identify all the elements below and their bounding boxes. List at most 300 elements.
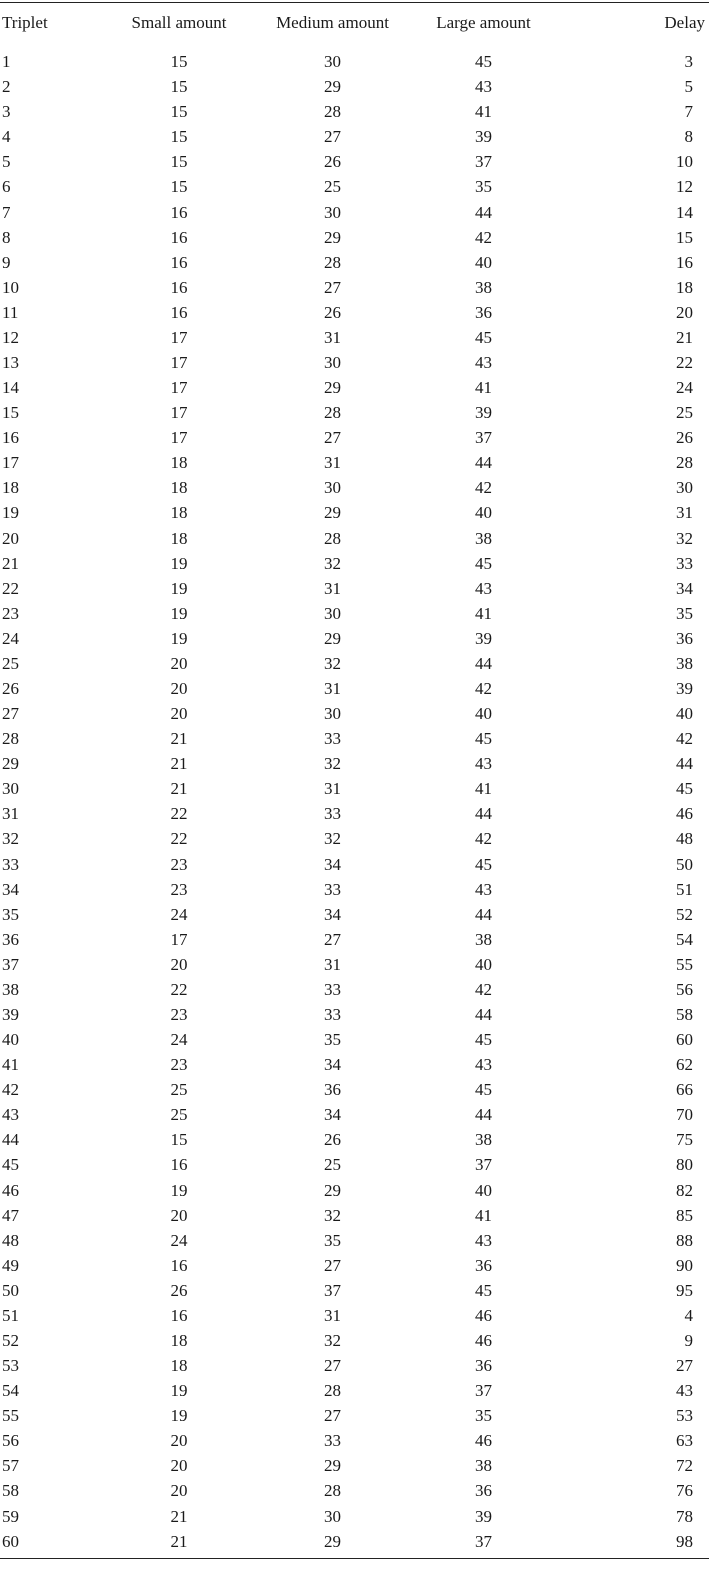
cell-triplet: 1 (2, 52, 11, 72)
table-row (0, 475, 709, 500)
cell-medium-amount: 33 (324, 804, 341, 824)
cell-large-amount: 41 (475, 102, 492, 122)
cell-triplet: 10 (2, 277, 19, 297)
cell-medium-amount: 29 (324, 77, 341, 97)
table-row (0, 877, 709, 902)
cell-triplet: 23 (2, 603, 19, 623)
cell-large-amount: 44 (475, 453, 492, 473)
cell-triplet: 19 (2, 503, 19, 523)
cell-triplet: 6 (2, 177, 11, 197)
table-row (0, 325, 709, 350)
cell-medium-amount: 29 (324, 628, 341, 648)
cell-triplet: 12 (2, 327, 19, 347)
cell-delay: 56 (676, 979, 693, 999)
cell-medium-amount: 32 (324, 1331, 341, 1351)
cell-delay: 48 (676, 829, 693, 849)
table-row (0, 1353, 709, 1378)
cell-large-amount: 43 (475, 879, 492, 899)
table-row (0, 726, 709, 751)
cell-small-amount: 20 (170, 704, 188, 724)
cell-medium-amount: 28 (324, 403, 341, 423)
header-small-amount: Small amount (131, 13, 227, 32)
table-row (0, 400, 709, 425)
table-row (0, 576, 709, 601)
table-row (0, 174, 709, 199)
cell-triplet: 14 (2, 378, 19, 398)
cell-medium-amount: 37 (324, 1280, 341, 1300)
cell-triplet: 57 (2, 1456, 19, 1476)
cell-medium-amount: 32 (324, 829, 341, 849)
cell-large-amount: 37 (475, 1381, 492, 1401)
cell-triplet: 3 (2, 102, 11, 122)
cell-small-amount: 16 (170, 302, 188, 322)
cell-large-amount: 42 (475, 227, 492, 247)
table-row (0, 1077, 709, 1102)
cell-triplet: 52 (2, 1331, 19, 1351)
table-header (0, 3, 709, 43)
cell-large-amount: 44 (475, 1005, 492, 1024)
cell-delay: 40 (676, 704, 693, 724)
cell-delay: 4 (684, 1305, 693, 1325)
cell-large-amount: 43 (475, 1230, 492, 1250)
cell-medium-amount: 29 (324, 227, 341, 247)
cell-delay: 16 (676, 252, 693, 272)
cell-delay: 85 (676, 1205, 693, 1225)
cell-medium-amount: 27 (324, 1406, 341, 1426)
cell-large-amount: 46 (475, 1305, 492, 1325)
cell-delay: 26 (676, 428, 693, 448)
cell-medium-amount: 29 (324, 378, 341, 398)
cell-medium-amount: 30 (324, 202, 341, 222)
table-row (0, 425, 709, 450)
cell-delay: 12 (676, 177, 693, 197)
cell-triplet: 39 (2, 1005, 19, 1024)
cell-small-amount: 18 (170, 503, 188, 523)
cell-small-amount: 17 (170, 378, 188, 398)
cell-medium-amount: 34 (324, 1105, 341, 1125)
table-row (0, 99, 709, 124)
cell-medium-amount: 28 (324, 528, 341, 548)
table-row (0, 852, 709, 877)
cell-triplet: 11 (2, 302, 19, 322)
cell-large-amount: 45 (475, 327, 492, 347)
cell-small-amount: 20 (170, 678, 188, 698)
data-table (0, 3, 709, 1554)
cell-large-amount: 38 (475, 929, 492, 949)
cell-medium-amount: 32 (324, 1205, 341, 1225)
cell-delay: 3 (684, 52, 693, 72)
cell-delay: 32 (676, 528, 693, 548)
cell-delay: 62 (676, 1055, 693, 1075)
cell-large-amount: 42 (475, 678, 492, 698)
table-body (0, 43, 709, 1554)
cell-large-amount: 45 (475, 1080, 492, 1100)
cell-triplet: 58 (2, 1481, 19, 1501)
cell-medium-amount: 33 (324, 979, 341, 999)
header-row (0, 3, 709, 43)
cell-delay: 95 (676, 1280, 693, 1300)
table-row (0, 350, 709, 375)
cell-triplet: 5 (2, 152, 11, 172)
cell-small-amount: 17 (170, 352, 188, 372)
cell-medium-amount: 32 (324, 653, 341, 673)
table-row (0, 1453, 709, 1478)
cell-medium-amount: 25 (324, 177, 341, 197)
cell-large-amount: 45 (475, 1030, 492, 1050)
cell-small-amount: 18 (170, 453, 188, 473)
cell-delay: 52 (676, 904, 693, 924)
cell-delay: 39 (676, 678, 693, 698)
cell-delay: 70 (676, 1105, 693, 1125)
cell-medium-amount: 26 (324, 302, 341, 322)
cell-delay: 51 (676, 879, 693, 899)
cell-small-amount: 19 (170, 603, 188, 623)
cell-large-amount: 38 (475, 528, 492, 548)
cell-delay: 8 (684, 127, 693, 147)
cell-triplet: 59 (2, 1506, 19, 1526)
cell-triplet: 34 (2, 879, 19, 899)
cell-delay: 15 (676, 227, 693, 247)
cell-small-amount: 15 (170, 102, 188, 122)
header-delay: Delay (664, 13, 705, 32)
cell-medium-amount: 32 (324, 754, 341, 774)
cell-small-amount: 23 (170, 1005, 188, 1024)
cell-small-amount: 17 (170, 428, 188, 448)
cell-medium-amount: 31 (324, 327, 341, 347)
cell-triplet: 22 (2, 578, 19, 598)
cell-triplet: 36 (2, 929, 19, 949)
cell-medium-amount: 26 (324, 152, 341, 172)
table-row (0, 74, 709, 99)
table-row (0, 927, 709, 952)
cell-delay: 25 (676, 403, 693, 423)
table-row (0, 551, 709, 576)
cell-large-amount: 40 (475, 704, 492, 724)
header-medium-amount: Medium amount (276, 13, 389, 32)
cell-small-amount: 26 (170, 1280, 188, 1300)
cell-small-amount: 20 (170, 1205, 188, 1225)
cell-medium-amount: 34 (324, 1055, 341, 1075)
cell-triplet: 42 (2, 1080, 19, 1100)
cell-triplet: 40 (2, 1030, 19, 1050)
cell-medium-amount: 32 (324, 553, 341, 573)
cell-medium-amount: 33 (324, 729, 341, 749)
table-row (0, 952, 709, 977)
cell-delay: 46 (676, 804, 693, 824)
table-row (0, 1403, 709, 1428)
cell-large-amount: 43 (475, 77, 492, 97)
cell-small-amount: 20 (170, 954, 188, 974)
cell-medium-amount: 27 (324, 929, 341, 949)
cell-large-amount: 35 (475, 177, 492, 197)
table-row (0, 751, 709, 776)
cell-small-amount: 17 (170, 403, 188, 423)
table-row (0, 375, 709, 400)
cell-small-amount: 23 (170, 1055, 188, 1075)
cell-small-amount: 16 (170, 252, 188, 272)
table-row (0, 626, 709, 651)
cell-medium-amount: 33 (324, 1431, 341, 1451)
cell-medium-amount: 31 (324, 453, 341, 473)
cell-delay: 75 (676, 1130, 693, 1150)
table-row (0, 1428, 709, 1453)
cell-delay: 33 (676, 553, 693, 573)
cell-small-amount: 21 (170, 729, 188, 749)
table-row (0, 1378, 709, 1403)
cell-large-amount: 36 (475, 1481, 492, 1501)
cell-delay: 60 (676, 1030, 693, 1050)
cell-triplet: 30 (2, 779, 19, 799)
cell-triplet: 47 (2, 1205, 19, 1225)
cell-triplet: 20 (2, 528, 19, 548)
cell-delay: 80 (676, 1155, 693, 1175)
table-row (0, 701, 709, 726)
cell-medium-amount: 29 (324, 1531, 341, 1551)
cell-triplet: 29 (2, 754, 19, 774)
cell-triplet: 2 (2, 77, 11, 97)
cell-large-amount: 37 (475, 152, 492, 172)
cell-small-amount: 23 (170, 879, 188, 899)
table-row (0, 199, 709, 224)
cell-triplet: 56 (2, 1431, 19, 1451)
cell-large-amount: 45 (475, 1280, 492, 1300)
cell-delay: 36 (676, 628, 693, 648)
cell-medium-amount: 29 (324, 1456, 341, 1476)
cell-large-amount: 42 (475, 478, 492, 498)
cell-large-amount: 45 (475, 854, 492, 874)
cell-triplet: 46 (2, 1180, 19, 1200)
cell-delay: 24 (676, 378, 693, 398)
cell-large-amount: 40 (475, 503, 492, 523)
cell-medium-amount: 26 (324, 1130, 341, 1150)
table-row (0, 43, 709, 74)
cell-small-amount: 16 (170, 277, 188, 297)
cell-medium-amount: 30 (324, 52, 341, 72)
table-row (0, 1228, 709, 1253)
cell-large-amount: 41 (475, 378, 492, 398)
cell-delay: 20 (676, 302, 693, 322)
cell-medium-amount: 27 (324, 428, 341, 448)
bottom-rule (0, 1558, 709, 1559)
cell-large-amount: 36 (475, 302, 492, 322)
cell-small-amount: 15 (170, 152, 188, 172)
cell-medium-amount: 27 (324, 1255, 341, 1275)
cell-delay: 7 (684, 102, 693, 122)
cell-triplet: 49 (2, 1255, 19, 1275)
cell-medium-amount: 34 (324, 904, 341, 924)
table-row (0, 1529, 709, 1554)
table-row (0, 300, 709, 325)
cell-small-amount: 25 (170, 1080, 188, 1100)
cell-delay: 21 (676, 327, 693, 347)
table-row (0, 450, 709, 475)
cell-triplet: 44 (2, 1130, 19, 1150)
cell-small-amount: 18 (170, 1356, 188, 1376)
cell-small-amount: 16 (170, 202, 188, 222)
cell-medium-amount: 31 (324, 779, 341, 799)
cell-triplet: 35 (2, 904, 19, 924)
cell-small-amount: 24 (170, 904, 188, 924)
cell-large-amount: 37 (475, 1531, 492, 1551)
cell-delay: 55 (676, 954, 693, 974)
cell-medium-amount: 33 (324, 1005, 341, 1024)
table-row (0, 1328, 709, 1353)
cell-large-amount: 38 (475, 277, 492, 297)
cell-delay: 22 (676, 352, 693, 372)
cell-small-amount: 21 (170, 754, 188, 774)
cell-triplet: 21 (2, 553, 19, 573)
cell-delay: 45 (676, 779, 693, 799)
cell-triplet: 27 (2, 704, 19, 724)
cell-triplet: 13 (2, 352, 19, 372)
cell-small-amount: 17 (170, 929, 188, 949)
cell-triplet: 25 (2, 653, 19, 673)
cell-triplet: 37 (2, 954, 19, 974)
cell-large-amount: 40 (475, 252, 492, 272)
table-row (0, 124, 709, 149)
header-large-amount: Large amount (436, 13, 531, 32)
cell-medium-amount: 36 (324, 1080, 341, 1100)
cell-delay: 90 (676, 1255, 693, 1275)
cell-small-amount: 15 (170, 77, 188, 97)
cell-large-amount: 39 (475, 628, 492, 648)
cell-triplet: 51 (2, 1305, 19, 1325)
table-row (0, 1253, 709, 1278)
cell-small-amount: 19 (170, 553, 188, 573)
cell-medium-amount: 31 (324, 1305, 341, 1325)
cell-medium-amount: 30 (324, 704, 341, 724)
cell-large-amount: 41 (475, 603, 492, 623)
cell-large-amount: 42 (475, 829, 492, 849)
cell-small-amount: 16 (170, 1155, 188, 1175)
cell-delay: 76 (676, 1481, 693, 1501)
cell-small-amount: 22 (170, 979, 188, 999)
cell-large-amount: 39 (475, 1506, 492, 1526)
cell-triplet: 7 (2, 202, 11, 222)
cell-small-amount: 19 (170, 628, 188, 648)
cell-medium-amount: 27 (324, 1356, 341, 1376)
table-row (0, 676, 709, 701)
cell-medium-amount: 30 (324, 1506, 341, 1526)
cell-large-amount: 46 (475, 1331, 492, 1351)
cell-small-amount: 16 (170, 1255, 188, 1275)
cell-small-amount: 22 (170, 804, 188, 824)
cell-small-amount: 18 (170, 1331, 188, 1351)
cell-large-amount: 39 (475, 403, 492, 423)
cell-medium-amount: 29 (324, 1180, 341, 1200)
table-row (0, 500, 709, 525)
cell-triplet: 53 (2, 1356, 19, 1376)
table-row (0, 1152, 709, 1177)
cell-triplet: 28 (2, 729, 19, 749)
cell-delay: 28 (676, 453, 693, 473)
cell-triplet: 17 (2, 453, 19, 473)
cell-large-amount: 46 (475, 1431, 492, 1451)
cell-triplet: 41 (2, 1055, 19, 1075)
cell-triplet: 54 (2, 1381, 19, 1401)
cell-large-amount: 43 (475, 578, 492, 598)
cell-delay: 98 (676, 1531, 693, 1551)
cell-triplet: 26 (2, 678, 19, 698)
cell-medium-amount: 25 (324, 1155, 341, 1175)
cell-small-amount: 21 (170, 1506, 188, 1526)
cell-large-amount: 42 (475, 979, 492, 999)
cell-delay: 53 (676, 1406, 693, 1426)
cell-delay: 58 (676, 1005, 693, 1024)
cell-large-amount: 37 (475, 428, 492, 448)
cell-large-amount: 44 (475, 653, 492, 673)
cell-triplet: 24 (2, 628, 19, 648)
cell-triplet: 9 (2, 252, 11, 272)
table-row (0, 1303, 709, 1328)
cell-large-amount: 39 (475, 127, 492, 147)
cell-triplet: 18 (2, 478, 19, 498)
cell-small-amount: 15 (170, 52, 188, 72)
cell-delay: 54 (676, 929, 693, 949)
cell-delay: 42 (676, 729, 693, 749)
table-row (0, 1278, 709, 1303)
cell-delay: 27 (676, 1356, 693, 1376)
triplet-table (0, 2, 709, 1559)
table-row (0, 801, 709, 826)
table-row (0, 902, 709, 927)
cell-delay: 30 (676, 478, 693, 498)
cell-small-amount: 19 (170, 1406, 188, 1426)
cell-large-amount: 45 (475, 52, 492, 72)
cell-medium-amount: 28 (324, 102, 341, 122)
cell-large-amount: 36 (475, 1255, 492, 1275)
table-row (0, 525, 709, 550)
cell-medium-amount: 27 (324, 127, 341, 147)
table-row (0, 1052, 709, 1077)
cell-large-amount: 35 (475, 1406, 492, 1426)
cell-small-amount: 19 (170, 578, 188, 598)
cell-triplet: 48 (2, 1230, 19, 1250)
cell-delay: 9 (684, 1331, 693, 1351)
cell-medium-amount: 28 (324, 252, 341, 272)
table-row (0, 1127, 709, 1152)
cell-triplet: 55 (2, 1406, 19, 1426)
cell-triplet: 16 (2, 428, 19, 448)
cell-large-amount: 45 (475, 553, 492, 573)
cell-delay: 38 (676, 653, 693, 673)
header-triplet: Triplet (2, 13, 48, 32)
cell-large-amount: 44 (475, 904, 492, 924)
cell-small-amount: 15 (170, 127, 188, 147)
cell-medium-amount: 31 (324, 954, 341, 974)
cell-large-amount: 43 (475, 352, 492, 372)
table-row (0, 250, 709, 275)
cell-large-amount: 36 (475, 1356, 492, 1376)
cell-delay: 5 (684, 77, 693, 97)
cell-delay: 78 (676, 1506, 693, 1526)
cell-small-amount: 23 (170, 854, 188, 874)
cell-small-amount: 16 (170, 1305, 188, 1325)
table-row (0, 1102, 709, 1127)
cell-small-amount: 24 (170, 1030, 188, 1050)
cell-small-amount: 15 (170, 177, 188, 197)
cell-large-amount: 38 (475, 1456, 492, 1476)
cell-large-amount: 41 (475, 779, 492, 799)
cell-small-amount: 19 (170, 1381, 188, 1401)
table-row (0, 225, 709, 250)
cell-medium-amount: 34 (324, 854, 341, 874)
cell-large-amount: 41 (475, 1205, 492, 1225)
cell-delay: 82 (676, 1180, 693, 1200)
cell-small-amount: 20 (170, 1456, 188, 1476)
table-row (0, 1178, 709, 1203)
cell-large-amount: 43 (475, 1055, 492, 1075)
